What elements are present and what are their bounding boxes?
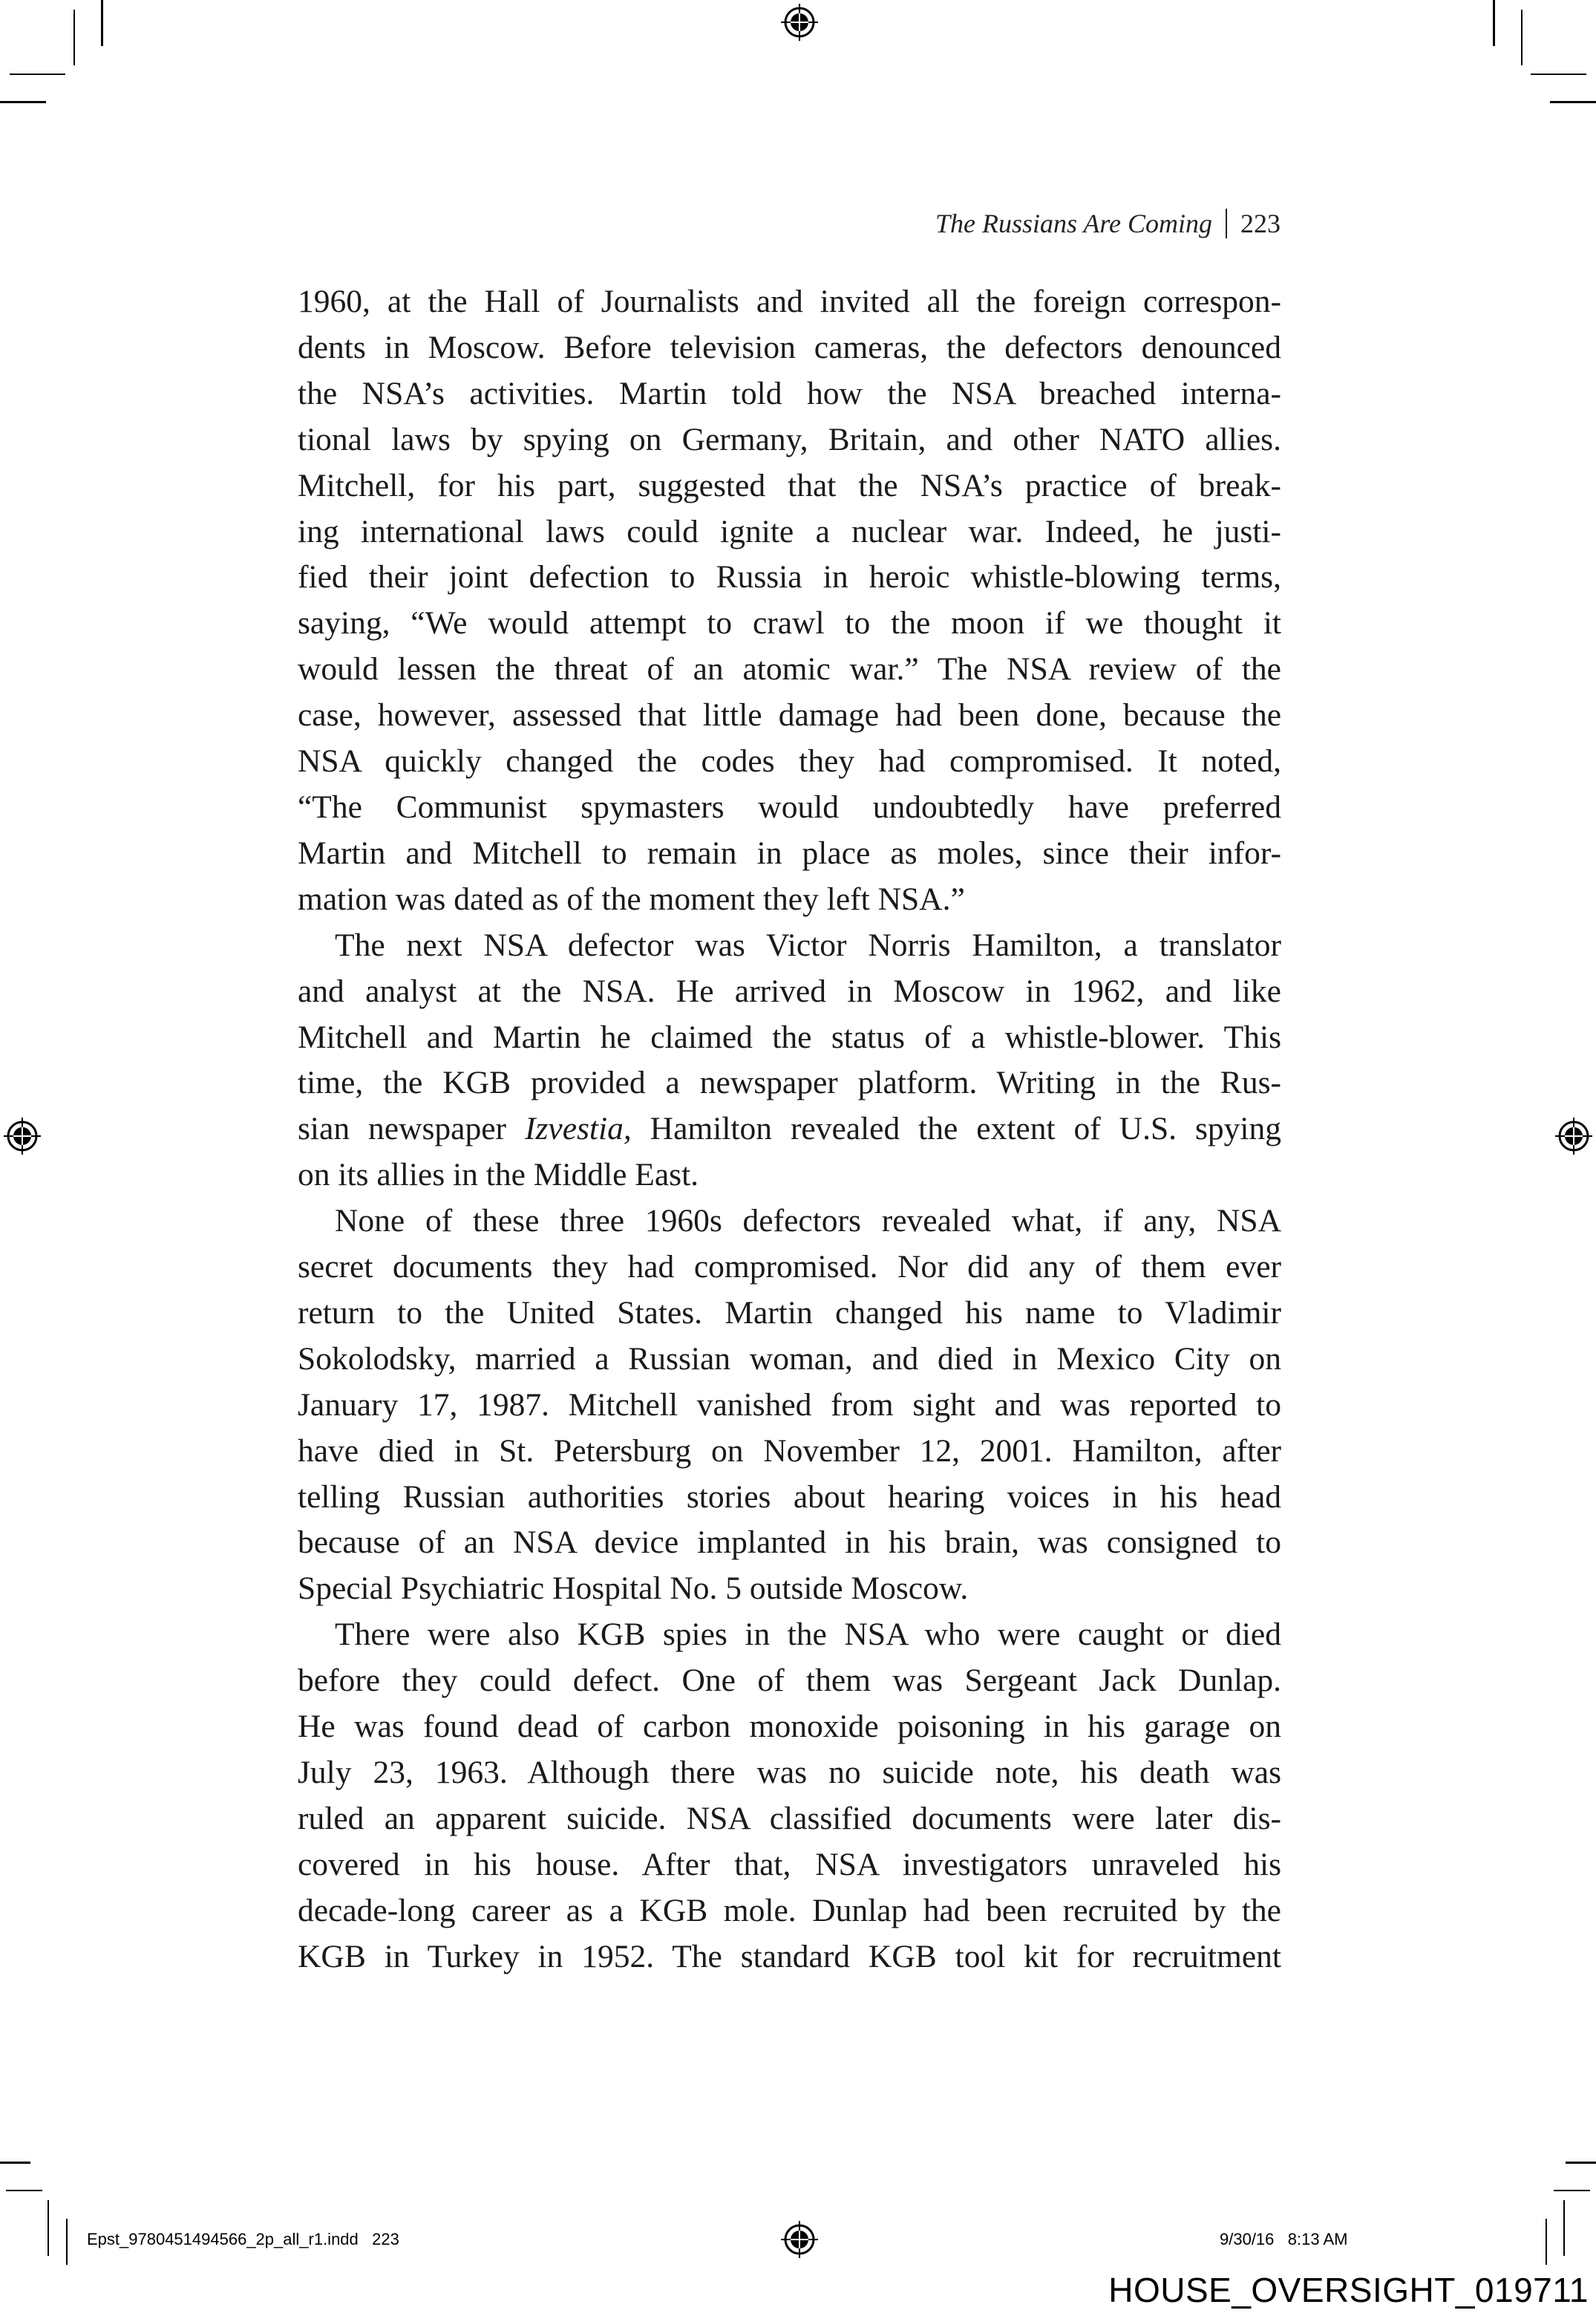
crop-mark-top-right-v2 <box>1493 0 1495 46</box>
text-line: Special Psychiatric Hospital No. 5 outside Moscow. <box>298 1570 969 1607</box>
running-head-divider <box>1226 209 1227 238</box>
paragraph-3 <box>298 1198 1281 1612</box>
text-line: telling Russian authorities stories about hearing voices in his head <box>298 1478 1281 1515</box>
text-line: and analyst at the NSA. He arrived in Moscow in 1962, and like <box>298 973 1281 1009</box>
crop-mark-top-left-h1 <box>10 74 65 75</box>
page-number: 223 <box>1240 209 1281 238</box>
registration-target-icon <box>780 3 819 42</box>
crop-mark-bottom-left-v2 <box>66 2219 68 2265</box>
crop-mark-top-right-v1 <box>1521 10 1523 65</box>
registration-target-icon <box>3 1117 42 1155</box>
newspaper-title: Izvestia, <box>524 1111 632 1147</box>
text-segment: sian newspaper <box>298 1111 525 1147</box>
text-line: dents in Moscow. Before television cameras, the defectors denounced <box>298 329 1281 365</box>
text-line: There were also KGB spies in the NSA who were caught or died <box>335 1617 1281 1653</box>
paragraph-2 <box>298 923 1281 1198</box>
crop-mark-top-left-v1 <box>73 10 75 65</box>
text-line: saying, “We would attempt to crawl to the moon if we thought it <box>298 605 1281 642</box>
text-line: covered in his house. After that, NSA investigators unraveled his <box>298 1846 1281 1882</box>
text-line: decade-long career as a KGB mole. Dunlap had been recruited by the <box>298 1892 1281 1928</box>
crop-mark-top-left-v2 <box>101 0 103 46</box>
text-line: ing international laws could ignite a nuclear war. Indeed, he justi- <box>298 513 1281 549</box>
text-segment: Hamilton revealed the extent of U.S. spying <box>631 1111 1281 1147</box>
text-line: have died in St. Petersburg on November 12, 2001. Hamilton, after <box>298 1432 1281 1469</box>
crop-mark-bottom-right-h1 <box>1566 2162 1596 2164</box>
print-date: 9/30/16 <box>1220 2230 1275 2248</box>
print-time: 8:13 AM <box>1287 2230 1348 2248</box>
text-line: Mitchell, for his part, suggested that the NSA’s practice of break- <box>298 467 1281 503</box>
bates-number: HOUSE_OVERSIGHT_019711 <box>1108 2271 1589 2309</box>
text-line: return to the United States. Martin changed his name to Vladimir <box>298 1294 1281 1331</box>
text-line: the NSA’s activities. Martin told how the NSA breached interna- <box>298 375 1281 411</box>
text-line: He was found dead of carbon monoxide poisoning in his garage on <box>298 1709 1281 1745</box>
text-line: Martin and Mitchell to remain in place as moles, since their infor- <box>298 835 1281 871</box>
print-timestamp <box>1220 2230 1347 2249</box>
text-line-with-italic <box>298 1106 1281 1152</box>
registration-target-icon <box>780 2220 819 2259</box>
crop-mark-bottom-left-v1 <box>48 2200 49 2256</box>
running-head <box>935 208 1281 239</box>
text-line: would lessen the threat of an atomic war.” The NSA review of the <box>298 651 1281 688</box>
text-line: None of these three 1960s defectors revealed what, if any, NSA <box>335 1203 1281 1239</box>
paragraph-4 <box>298 1612 1281 1980</box>
text-line: before they could defect. One of them was Sergeant Jack Dunlap. <box>298 1663 1281 1699</box>
body-text <box>298 279 1281 1980</box>
file-slug <box>87 2230 399 2249</box>
text-line: tional laws by spying on Germany, Britain, and other NATO allies. <box>298 421 1281 457</box>
text-line: KGB in Turkey in 1952. The standard KGB tool kit for recruitment <box>298 1938 1281 1974</box>
text-line: secret documents they had compromised. Nor did any of them ever <box>298 1249 1281 1285</box>
text-line: January 17, 1987. Mitchell vanished from sight and was reported to <box>298 1386 1281 1423</box>
crop-mark-bottom-left-h1 <box>0 2162 30 2164</box>
crop-mark-top-right-h1 <box>1531 74 1586 75</box>
text-line: Sokolodsky, married a Russian woman, and died in Mexico City on <box>298 1340 1281 1377</box>
slug-page-number: 223 <box>372 2230 399 2248</box>
running-head-title: The Russians Are Coming <box>935 209 1212 238</box>
file-name: Epst_9780451494566_2p_all_r1.indd <box>87 2230 359 2248</box>
text-line: July 23, 1963. Although there was no suicide note, his death was <box>298 1755 1281 1790</box>
crop-mark-top-right-h2 <box>1550 101 1596 103</box>
text-line: because of an NSA device implanted in his brain, was consigned to <box>298 1524 1281 1561</box>
text-line: “The Communist spymasters would undoubtedly have preferred <box>298 789 1281 825</box>
text-line: NSA quickly changed the codes they had compromised. It noted, <box>298 743 1281 780</box>
text-line: The next NSA defector was Victor Norris Hamilton, a translator <box>335 927 1281 963</box>
crop-mark-bottom-right-h2 <box>1554 2190 1590 2191</box>
text-line: Mitchell and Martin he claimed the status of a whistle-blower. This <box>298 1019 1281 1055</box>
text-line: time, the KGB provided a newspaper platform. Writing in the Rus- <box>298 1065 1281 1101</box>
text-line: mation was dated as of the moment they left NSA.” <box>298 881 965 917</box>
crop-mark-bottom-right-v1 <box>1563 2200 1565 2256</box>
registration-target-icon <box>1554 1117 1593 1155</box>
text-line: fied their joint defection to Russia in heroic whistle-blowing terms, <box>298 559 1281 596</box>
crop-mark-bottom-left-h2 <box>6 2190 42 2191</box>
text-line: on its allies in the Middle East. <box>298 1157 699 1193</box>
text-line: case, however, assessed that little damage had been done, because the <box>298 697 1281 734</box>
crop-mark-top-left-h2 <box>0 101 46 103</box>
crop-mark-bottom-right-v2 <box>1546 2219 1547 2265</box>
paragraph-1 <box>298 279 1281 923</box>
text-line: 1960, at the Hall of Journalists and invited all the foreign correspon- <box>298 284 1281 319</box>
text-line: ruled an apparent suicide. NSA classified documents were later dis- <box>298 1800 1281 1836</box>
